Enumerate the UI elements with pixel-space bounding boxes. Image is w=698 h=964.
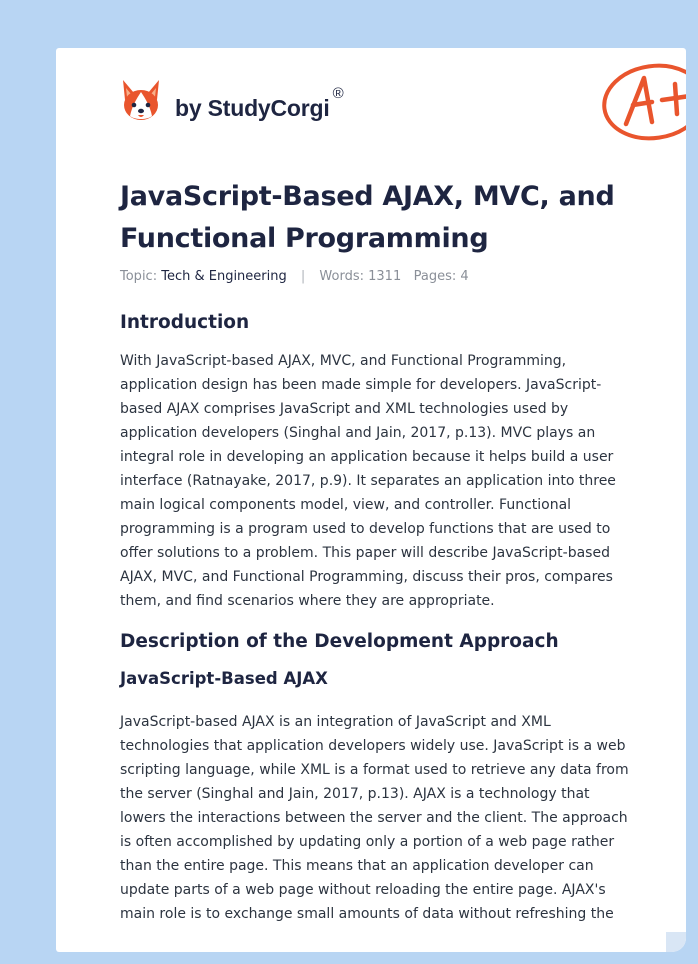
pages-label: Pages: bbox=[413, 269, 457, 284]
ajax-paragraph: JavaScript-based AJAX is an integration of JavaScript and XML technologies that application developers widely use. JavaScript is a web scripting language, while XML is a format used to retrieve any data from the server (Singhal and Jain, 2017, p.13). AJAX is a technology that lowers the interactions between the server and the client. The approach is often accomplished by updating only a portion of a web page rather than the entire page. This means that an application developer can update parts of a web page without reloading the entire page. AJAX's main role is to exchange small amounts of data without refreshing the bbox=[120, 714, 629, 922]
section-heading-development-approach: Description of the Development Approach bbox=[120, 631, 559, 652]
subsection-heading-ajax: JavaScript-Based AJAX bbox=[120, 669, 328, 688]
brand-logo[interactable] bbox=[120, 76, 344, 126]
registered-mark: ® bbox=[332, 84, 344, 102]
document-meta bbox=[120, 269, 469, 284]
page-corner bbox=[666, 932, 686, 952]
grade-a-plus-badge bbox=[600, 60, 686, 144]
brand-name: by StudyCorgi bbox=[175, 94, 330, 121]
document-title: JavaScript-Based AJAX, MVC, and Functional Programming bbox=[120, 181, 615, 254]
document-page bbox=[56, 48, 686, 952]
topic-label: Topic: bbox=[120, 269, 158, 284]
meta-separator: | bbox=[300, 269, 306, 284]
document-body bbox=[120, 310, 630, 926]
pages-count: 4 bbox=[460, 269, 469, 284]
page-header bbox=[120, 76, 660, 146]
introduction-paragraph: With JavaScript-based AJAX, MVC, and Functional Programming, application design has been made simple for developers. JavaScript-based AJAX comprises JavaScript and XML technologies used by application developers (Singhal and Jain, 2017, p.13). MVC plays an integral role in developing an application because it helps build a user interface (Ratnayake, 2017, p.9). It separates an application into three main logical components model, view, and controller. Functional programming is a program used to develop functions that are used to offer solutions to a problem. This paper will describe JavaScript-based AJAX, MVC, and Functional Programming, discuss their pros, compares them, and find scenarios where they are appropriate. bbox=[120, 353, 616, 609]
corgi-logo-icon bbox=[120, 78, 162, 124]
topic-link[interactable]: Tech & Engineering bbox=[161, 269, 287, 284]
section-heading-introduction: Introduction bbox=[120, 312, 250, 333]
words-count: 1311 bbox=[368, 269, 402, 284]
words-label: Words: bbox=[319, 269, 364, 284]
